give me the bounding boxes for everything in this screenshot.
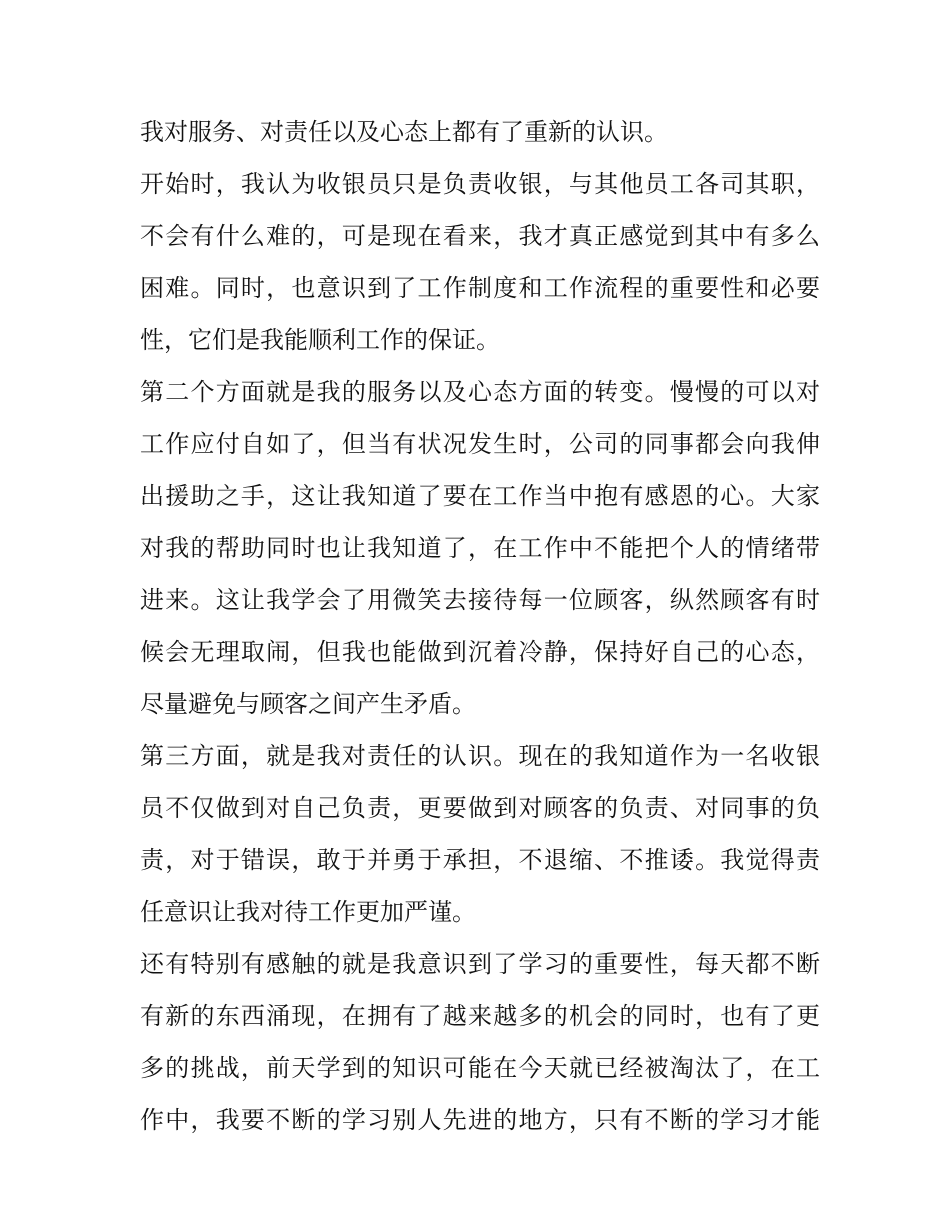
text-line: 性，它们是我能顺利工作的保证。	[140, 326, 500, 354]
text-line: 对我的帮助同时也让我知道了，在工作中不能把个人的情绪带	[140, 534, 820, 562]
text-line: 工作应付自如了，但当有状况发生时，公司的同事都会向我伸	[140, 430, 820, 458]
text-line: 困难。同时，也意识到了工作制度和工作流程的重要性和必要	[140, 274, 820, 302]
text-line: 第三方面，就是我对责任的认识。现在的我知道作为一名收银	[140, 742, 820, 770]
text-line: 不会有什么难的，可是现在看来，我才真正感觉到其中有多么	[140, 222, 820, 250]
text-line: 多的挑战，前天学到的知识可能在今天就已经被淘汰了，在工	[140, 1054, 820, 1082]
text-line: 开始时，我认为收银员只是负责收银，与其他员工各司其职，	[140, 170, 820, 198]
text-line: 候会无理取闹，但我也能做到沉着冷静，保持好自己的心态，	[140, 638, 820, 666]
text-line: 责，对于错误，敢于并勇于承担，不退缩、不推诿。我觉得责	[140, 846, 820, 874]
text-line: 还有特别有感触的就是我意识到了学习的重要性，每天都不断	[140, 950, 820, 978]
text-line: 出援助之手，这让我知道了要在工作当中抱有感恩的心。大家	[140, 482, 820, 510]
text-line: 第二个方面就是我的服务以及心态方面的转变。慢慢的可以对	[140, 378, 820, 406]
document-body	[140, 106, 820, 1146]
text-line: 尽量避免与顾客之间产生矛盾。	[140, 690, 476, 718]
text-line: 任意识让我对待工作更加严谨。	[140, 898, 476, 926]
text-line: 有新的东西涌现，在拥有了越来越多的机会的同时，也有了更	[140, 1002, 820, 1030]
text-line: 我对服务、对责任以及心态上都有了重新的认识。	[140, 118, 668, 146]
text-line: 员不仅做到对自己负责，更要做到对顾客的负责、对同事的负	[140, 794, 820, 822]
text-line: 进来。这让我学会了用微笑去接待每一位顾客，纵然顾客有时	[140, 586, 820, 614]
text-line: 作中，我要不断的学习别人先进的地方，只有不断的学习才能	[140, 1106, 820, 1134]
